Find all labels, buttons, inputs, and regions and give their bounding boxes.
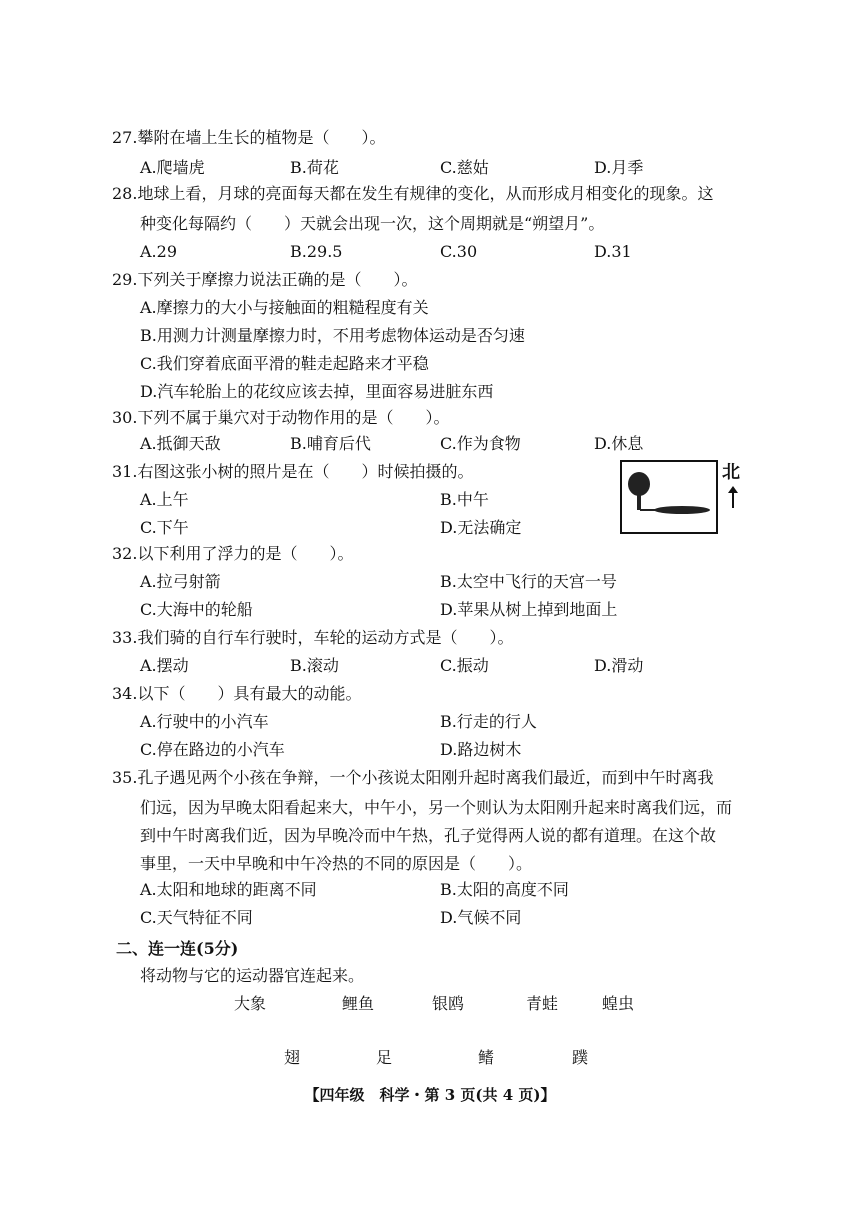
question-34-option-c: C.停在路边的小汽车 bbox=[140, 740, 285, 759]
question-30-option-a: A.抵御天敌 bbox=[140, 434, 221, 453]
page-footer: 【四年级 科学・第 3 页(共 4 页)】 bbox=[304, 1086, 556, 1104]
question-35-stem-line3: 到中午时离我们近，因为早晚冷而中午热，孔子觉得两人说的都有道理。在这个故 bbox=[140, 826, 717, 845]
question-35-option-d: D.气候不同 bbox=[440, 908, 522, 927]
organ-foot: 足 bbox=[376, 1048, 393, 1067]
section-2-instruction: 将动物与它的运动器官连起来。 bbox=[140, 966, 365, 985]
question-31-option-b: B.中午 bbox=[440, 490, 489, 509]
question-35-stem-line4: 事里，一天中早晚和中午冷热的不同的原因是（ ）。 bbox=[140, 854, 533, 873]
question-35-stem-line1: 35.孔子遇见两个小孩在争辩，一个小孩说太阳刚升起时离我们最近，而到中午时离我 bbox=[112, 768, 714, 787]
question-33-option-a: A.摆动 bbox=[140, 656, 189, 675]
question-28-stem-line2: 种变化每隔约（ ）天就会出现一次，这个周期就是“朔望月”。 bbox=[140, 214, 605, 233]
question-27-stem: 27.攀附在墙上生长的植物是（ ）。 bbox=[112, 128, 386, 147]
animal-frog: 青蛙 bbox=[526, 994, 559, 1013]
question-29-option-c: C.我们穿着底面平滑的鞋走起路来才平稳 bbox=[140, 354, 429, 373]
question-28-option-c: C.30 bbox=[440, 242, 478, 261]
question-29-option-b: B.用测力计测量摩擦力时，不用考虑物体运动是否匀速 bbox=[140, 326, 525, 345]
question-27-option-a: A.爬墙虎 bbox=[140, 158, 205, 177]
question-34-option-b: B.行走的行人 bbox=[440, 712, 537, 731]
tree-icon bbox=[622, 462, 716, 532]
question-28-option-a: A.29 bbox=[140, 242, 177, 261]
question-33-option-c: C.振动 bbox=[440, 656, 489, 675]
question-27-option-b: B.荷花 bbox=[290, 158, 339, 177]
question-27-option-d: D.月季 bbox=[594, 158, 644, 177]
question-31-option-a: A.上午 bbox=[140, 490, 189, 509]
question-30-option-c: C.作为食物 bbox=[440, 434, 521, 453]
question-34-option-a: A.行驶中的小汽车 bbox=[140, 712, 269, 731]
question-28-option-b: B.29.5 bbox=[290, 242, 343, 261]
question-32-option-a: A.拉弓射箭 bbox=[140, 572, 221, 591]
question-33-stem: 33.我们骑的自行车行驶时，车轮的运动方式是（ ）。 bbox=[112, 628, 514, 647]
question-30-option-b: B.哺育后代 bbox=[290, 434, 371, 453]
question-28-option-d: D.31 bbox=[594, 242, 632, 261]
animal-gull: 银鸥 bbox=[432, 994, 465, 1013]
question-29-option-d: D.汽车轮胎上的花纹应该去掉，里面容易进脏东西 bbox=[140, 382, 494, 401]
question-31-option-d: D.无法确定 bbox=[440, 518, 522, 537]
question-33-option-b: B.滚动 bbox=[290, 656, 339, 675]
question-35-option-b: B.太阳的高度不同 bbox=[440, 880, 569, 899]
question-28-stem-line1: 28.地球上看，月球的亮面每天都在发生有规律的变化，从而形成月相变化的现象。这 bbox=[112, 184, 714, 203]
question-27-option-c: C.慈姑 bbox=[440, 158, 489, 177]
question-32-option-c: C.大海中的轮船 bbox=[140, 600, 253, 619]
organ-wing: 翅 bbox=[284, 1048, 301, 1067]
question-35-option-a: A.太阳和地球的距离不同 bbox=[140, 880, 317, 899]
north-label: 北 bbox=[722, 462, 740, 483]
section-2-title: 二、连一连(5分) bbox=[116, 939, 239, 958]
question-32-stem: 32.以下利用了浮力的是（ ）。 bbox=[112, 544, 354, 563]
question-30-option-d: D.休息 bbox=[594, 434, 644, 453]
question-32-option-d: D.苹果从树上掉到地面上 bbox=[440, 600, 618, 619]
question-29-stem: 29.下列关于摩擦力说法正确的是（ ）。 bbox=[112, 270, 418, 289]
question-29-option-a: A.摩擦力的大小与接触面的粗糙程度有关 bbox=[140, 298, 429, 317]
question-33-option-d: D.滑动 bbox=[594, 656, 644, 675]
question-34-option-d: D.路边树木 bbox=[440, 740, 522, 759]
organ-web: 蹼 bbox=[572, 1048, 589, 1067]
question-31-stem: 31.右图这张小树的照片是在（ ）时候拍摄的。 bbox=[112, 462, 474, 481]
question-31-option-c: C.下午 bbox=[140, 518, 189, 537]
tree-shadow-figure bbox=[620, 460, 718, 534]
question-35-option-c: C.天气特征不同 bbox=[140, 908, 253, 927]
animal-carp: 鲤鱼 bbox=[342, 994, 375, 1013]
question-30-stem: 30.下列不属于巢穴对于动物作用的是（ ）。 bbox=[112, 408, 450, 427]
animal-elephant: 大象 bbox=[234, 994, 267, 1013]
question-32-option-b: B.太空中飞行的天宫一号 bbox=[440, 572, 617, 591]
organ-fin: 鳍 bbox=[478, 1048, 495, 1067]
question-35-stem-line2: 们远，因为早晚太阳看起来大，中午小，另一个则认为太阳刚升起来时离我们远，而 bbox=[140, 798, 733, 817]
north-arrow-icon bbox=[726, 486, 740, 508]
animal-locust: 蝗虫 bbox=[602, 994, 635, 1013]
question-34-stem: 34.以下（ ）具有最大的动能。 bbox=[112, 684, 362, 703]
